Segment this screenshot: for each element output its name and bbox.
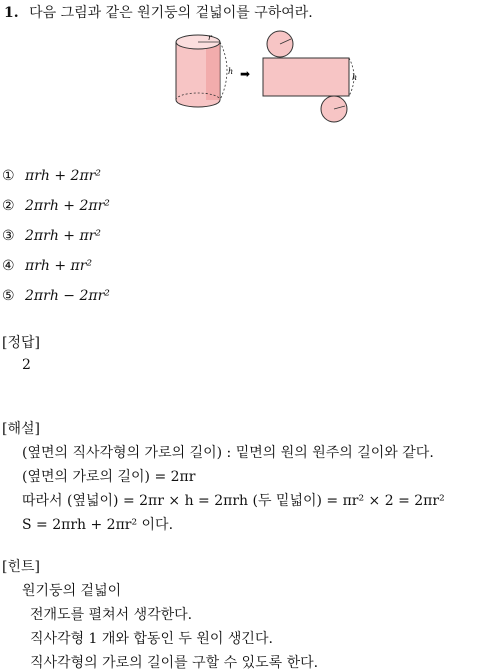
- choice-1-marker: ①: [2, 168, 15, 184]
- explanation-line: (옆면의 가로의 길이) = 2πr: [22, 469, 196, 485]
- choice-3-marker: ③: [2, 228, 15, 244]
- choice-2-marker: ②: [2, 198, 15, 214]
- choice-1[interactable]: [2, 168, 101, 184]
- choice-1-expr: πrh + 2πr²: [25, 168, 101, 184]
- cylinder: [176, 33, 233, 107]
- net-rectangle: [263, 58, 349, 96]
- choice-3[interactable]: [2, 228, 101, 244]
- cylinder-height-label: h: [228, 67, 234, 76]
- answer-value: 2: [22, 357, 31, 373]
- hint-heading: [힌트]: [2, 559, 40, 575]
- question: [4, 2, 313, 22]
- choice-4-marker: ④: [2, 258, 15, 274]
- explanation-line: 따라서 (옆넓이) = 2πr × h = 2πrh (두 밑넓이) = πr² × 2 = 2πr²: [22, 493, 445, 509]
- choice-5-marker: ⑤: [2, 288, 15, 304]
- hint-line: 원기둥의 겉넓이: [22, 583, 122, 599]
- cylinder-figure: [168, 28, 368, 128]
- explanation-line: (옆면의 직사각형의 가로의 길이) : 밑면의 원의 원주의 길이와 같다.: [22, 445, 434, 461]
- cylinder-net: [263, 31, 357, 122]
- choice-5[interactable]: [2, 288, 110, 304]
- choice-4[interactable]: [2, 258, 92, 274]
- choice-2-expr: 2πrh + 2πr²: [25, 198, 110, 214]
- answer-heading: [정답]: [2, 335, 40, 351]
- explanation-heading: [해설]: [2, 421, 40, 437]
- choice-4-expr: πrh + πr²: [25, 258, 93, 274]
- hint-line: 전개도를 펼쳐서 생각한다.: [30, 607, 193, 623]
- explanation-line: S = 2πrh + 2πr² 이다.: [22, 517, 174, 533]
- cylinder-radius-label: r: [208, 33, 212, 42]
- arrow-icon: ➡: [240, 67, 251, 81]
- question-number: 1.: [4, 5, 19, 21]
- net-height-label: h: [352, 73, 358, 82]
- choice-3-expr: 2πrh + πr²: [25, 228, 101, 244]
- choice-2[interactable]: [2, 198, 110, 214]
- hint-line: 직사각형 1 개와 합동인 두 원이 생긴다.: [30, 631, 273, 647]
- hint-line: 직사각형의 가로의 길이를 구할 수 있도록 한다.: [30, 655, 319, 671]
- question-text: 다음 그림과 같은 원기둥의 겉넓이를 구하여라.: [29, 5, 313, 21]
- choice-5-expr: 2πrh − 2πr²: [25, 288, 110, 304]
